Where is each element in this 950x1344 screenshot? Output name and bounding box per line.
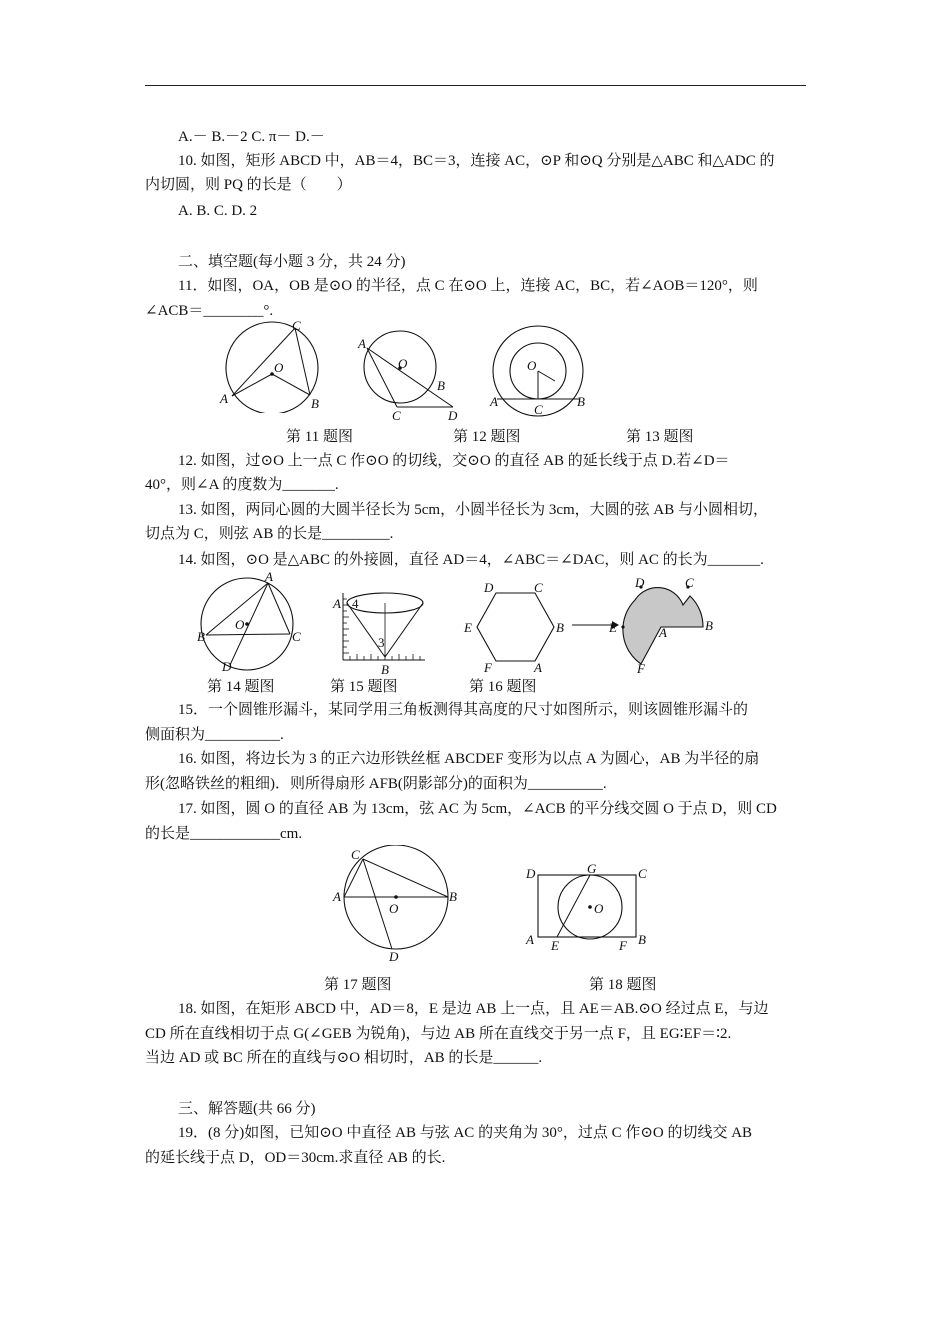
fig11-label-b: B — [311, 396, 319, 411]
q19-stem: 19．(8 分)如图，已知⊙O 中直径 AB 与弦 AC 的夹角为 30°，过点 C 作⊙O 的切线交 AB — [178, 1125, 753, 1141]
figure-17 — [330, 845, 465, 963]
fig18-label-o: O — [594, 901, 604, 916]
q11-stem-cont: ∠ACB＝________°. — [145, 303, 274, 319]
caption-15: 第 15 题图 — [330, 679, 398, 695]
fig18-label-f: F — [619, 938, 627, 953]
fig15-label-4: 4 — [352, 596, 359, 611]
caption-11: 第 11 题图 — [286, 429, 353, 445]
fig12-label-b: B — [437, 378, 445, 393]
caption-18: 第 18 题图 — [589, 977, 657, 993]
fig12-label-c: C — [392, 408, 401, 423]
fig17-label-a: A — [333, 889, 341, 904]
q17-stem: 17. 如图，圆 O 的直径 AB 为 13cm，弦 AC 为 5cm，∠ACB 的平分线交圆 O 于点 D，则 CD — [178, 801, 777, 817]
fig11-label-o: O — [274, 360, 284, 375]
fig13-label-a: A — [490, 394, 498, 409]
caption-12: 第 12 题图 — [453, 429, 521, 445]
fig16r-label-c: C — [685, 575, 694, 590]
q10-stem: 10. 如图，矩形 ABCD 中，AB＝4，BC＝3，连接 AC，⊙P 和⊙Q 分别是△ABC 和△ADC 的 — [178, 153, 775, 169]
fig12-label-o: O — [398, 356, 408, 371]
fig18-label-g: G — [587, 861, 597, 876]
fig18-label-e: E — [551, 938, 559, 953]
fig16r-label-f: F — [637, 661, 645, 675]
caption-14: 第 14 题图 — [207, 679, 275, 695]
fig14-label-d: D — [222, 659, 232, 674]
fig12-label-a: A — [358, 336, 366, 351]
fig15-label-a: A — [333, 596, 341, 611]
q12-stem-cont: 40°，则∠A 的度数为_______. — [145, 477, 339, 493]
figure-16-sector — [605, 575, 725, 675]
q10-stem-cont: 内切圆，则 PQ 的长是（ ） — [145, 177, 352, 193]
q19-stem-cont: 的延长线于点 D，OD＝30cm.求直径 AB 的长. — [145, 1150, 446, 1166]
figure-14 — [195, 570, 310, 675]
q13-stem: 13. 如图，两同心圆的大圆半径长为 5cm，小圆半径长为 3cm，大圆的弦 AB 与小圆相切， — [178, 502, 768, 518]
header-rule — [145, 85, 806, 86]
fig17-label-b: B — [449, 889, 457, 904]
fig14-label-a: A — [265, 570, 273, 584]
fig13-label-c: C — [534, 402, 543, 417]
fig14-label-b: B — [197, 629, 205, 644]
q15-stem-cont: 侧面积为__________. — [145, 727, 284, 743]
section-3-heading: 三、解答题(共 66 分) — [178, 1101, 316, 1117]
fig16-label-a: A — [534, 660, 542, 675]
figure-18 — [520, 858, 655, 958]
fig16-label-b: B — [556, 620, 564, 635]
fig18-label-c: C — [638, 866, 647, 881]
fig16r-label-b: B — [705, 618, 713, 633]
figure-15 — [330, 585, 430, 680]
fig18-label-a: A — [526, 932, 534, 947]
q15-stem: 15．一个圆锥形漏斗，某同学用三角板测得其高度的尺寸如图所示，则该圆锥形漏斗的 — [178, 702, 749, 718]
fig16-label-d: D — [484, 580, 494, 595]
fig13-label-b: B — [577, 394, 585, 409]
caption-13: 第 13 题图 — [626, 429, 694, 445]
fig16-label-c: C — [534, 580, 543, 595]
figure-16-hexagon — [460, 575, 575, 675]
q16-stem-cont: 形(忽略铁丝的粗细)．则所得扇形 AFB(阴影部分)的面积为__________. — [145, 776, 607, 792]
q18-stem-cont: CD 所在直线相切于点 G(∠GEB 为锐角)，与边 AB 所在直线交于另一点 F，且 EG∶EF＝∶2. — [145, 1026, 732, 1042]
q11-stem: 11．如图，OA，OB 是⊙O 的半径，点 C 在⊙O 上，连接 AC，BC，若∠AOB＝120°，则 — [178, 278, 758, 294]
q9-options: A.－ B.－2 C. π－ D.－ — [178, 129, 325, 145]
caption-17: 第 17 题图 — [324, 977, 392, 993]
q14-stem: 14. 如图，⊙O 是△ABC 的外接圆，直径 AD＝4，∠ABC＝∠DAC，则 AC 的长为_______. — [178, 552, 764, 568]
fig15-label-3: 3 — [378, 635, 385, 650]
fig14-label-c: C — [292, 629, 301, 644]
fig17-label-c: C — [351, 847, 360, 862]
fig12-label-d: D — [448, 408, 458, 423]
fig16-label-e: E — [464, 620, 472, 635]
figure-11 — [215, 318, 330, 413]
fig13-label-o: O — [527, 358, 537, 373]
fig16r-label-a: A — [659, 625, 667, 640]
fig11-label-a: A — [220, 391, 228, 406]
fig16r-label-e: E — [609, 620, 617, 635]
figure-13 — [485, 324, 595, 419]
q18-stem: 18. 如图，在矩形 ABCD 中，AD＝8，E 是边 AB 上一点，且 AE＝AB.⊙O 经过点 E，与边 — [178, 1001, 769, 1017]
fig16-label-f: F — [484, 660, 492, 675]
fig18-label-b: B — [638, 932, 646, 947]
q18-stem-cont2: 当边 AD 或 BC 所在的直线与⊙O 相切时，AB 的长是______. — [145, 1050, 543, 1066]
figure-12 — [355, 330, 465, 425]
fig15-label-b: B — [381, 662, 389, 677]
q16-stem: 16. 如图，将边长为 3 的正六边形铁丝框 ABCDEF 变形为以点 A 为圆心，AB 为半径的扇 — [178, 751, 760, 767]
fig14-label-o: O — [235, 617, 245, 632]
section-2-heading: 二、填空题(每小题 3 分，共 24 分) — [178, 254, 406, 270]
q13-stem-cont: 切点为 C，则弦 AB 的长是_________. — [145, 526, 394, 542]
fig16r-label-d: D — [635, 575, 645, 590]
q10-options: A. B. C. D. 2 — [178, 203, 258, 219]
q17-stem-cont: 的长是____________cm. — [145, 826, 303, 842]
fig11-label-c: C — [292, 318, 301, 333]
fig17-label-o: O — [389, 901, 399, 916]
q12-stem: 12. 如图，过⊙O 上一点 C 作⊙O 的切线，交⊙O 的直径 AB 的延长线于点 D.若∠D＝ — [178, 453, 730, 469]
fig17-label-d: D — [389, 949, 399, 963]
caption-16: 第 16 题图 — [469, 679, 537, 695]
fig18-label-d: D — [526, 866, 536, 881]
